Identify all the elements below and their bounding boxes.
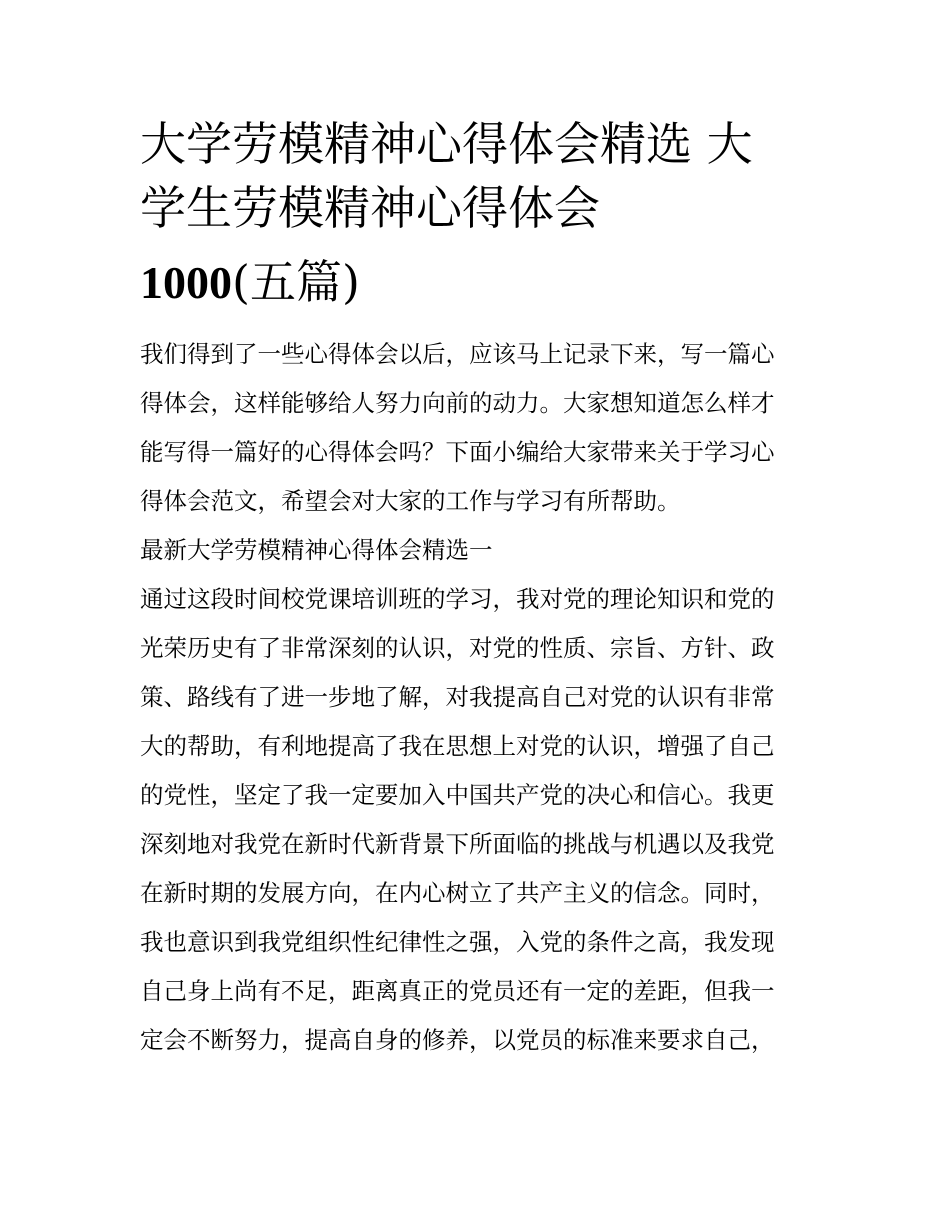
body-paragraph xyxy=(140,575,820,1065)
title-number: 1000 xyxy=(140,257,232,308)
intro-line: 能写得一篇好的心得体会吗？下面小编给大家带来关于学习心 xyxy=(140,438,775,466)
section-heading: 最新大学劳模精神心得体会精选一 xyxy=(140,536,493,564)
intro-line: 得体会，这样能够给人努力向前的动力。大家想知道怎么样才 xyxy=(140,389,775,417)
document-content xyxy=(140,112,820,1065)
body-line: 我也意识到我党组织性纪律性之强，入党的条件之高，我发现 xyxy=(140,928,775,956)
body-line: 在新时期的发展方向，在内心树立了共产主义的信念。同时， xyxy=(140,879,775,907)
body-line: 自己身上尚有不足，距离真正的党员还有一定的差距，但我一 xyxy=(140,977,775,1005)
title-suffix: (五篇) xyxy=(232,255,360,309)
intro-paragraph xyxy=(140,330,820,526)
body-line: 的党性，坚定了我一定要加入中国共产党的决心和信心。我更 xyxy=(140,781,775,809)
body-line: 定会不断努力，提高自身的修养，以党员的标准来要求自己， xyxy=(140,1026,775,1054)
title-line-3 xyxy=(140,250,820,314)
title-line-2: 学生劳模精神心得体会 xyxy=(140,181,600,235)
intro-line: 我们得到了一些心得体会以后，应该马上记录下来，写一篇心 xyxy=(140,340,775,368)
body-line: 光荣历史有了非常深刻的认识，对党的性质、宗旨、方针、政 xyxy=(140,634,775,662)
intro-line: 得体会范文，希望会对大家的工作与学习有所帮助。 xyxy=(140,487,681,515)
body-line: 策、路线有了进一步地了解，对我提高自己对党的认识有非常 xyxy=(140,683,775,711)
body-line: 深刻地对我党在新时代新背景下所面临的挑战与机遇以及我党 xyxy=(140,830,775,858)
title-line-1: 大学劳模精神心得体会精选 大 xyxy=(140,117,753,171)
document-title xyxy=(140,112,820,314)
body-line: 大的帮助，有利地提高了我在思想上对党的认识，增强了自己 xyxy=(140,732,775,760)
body-line: 通过这段时间校党课培训班的学习，我对党的理论知识和党的 xyxy=(140,585,775,613)
